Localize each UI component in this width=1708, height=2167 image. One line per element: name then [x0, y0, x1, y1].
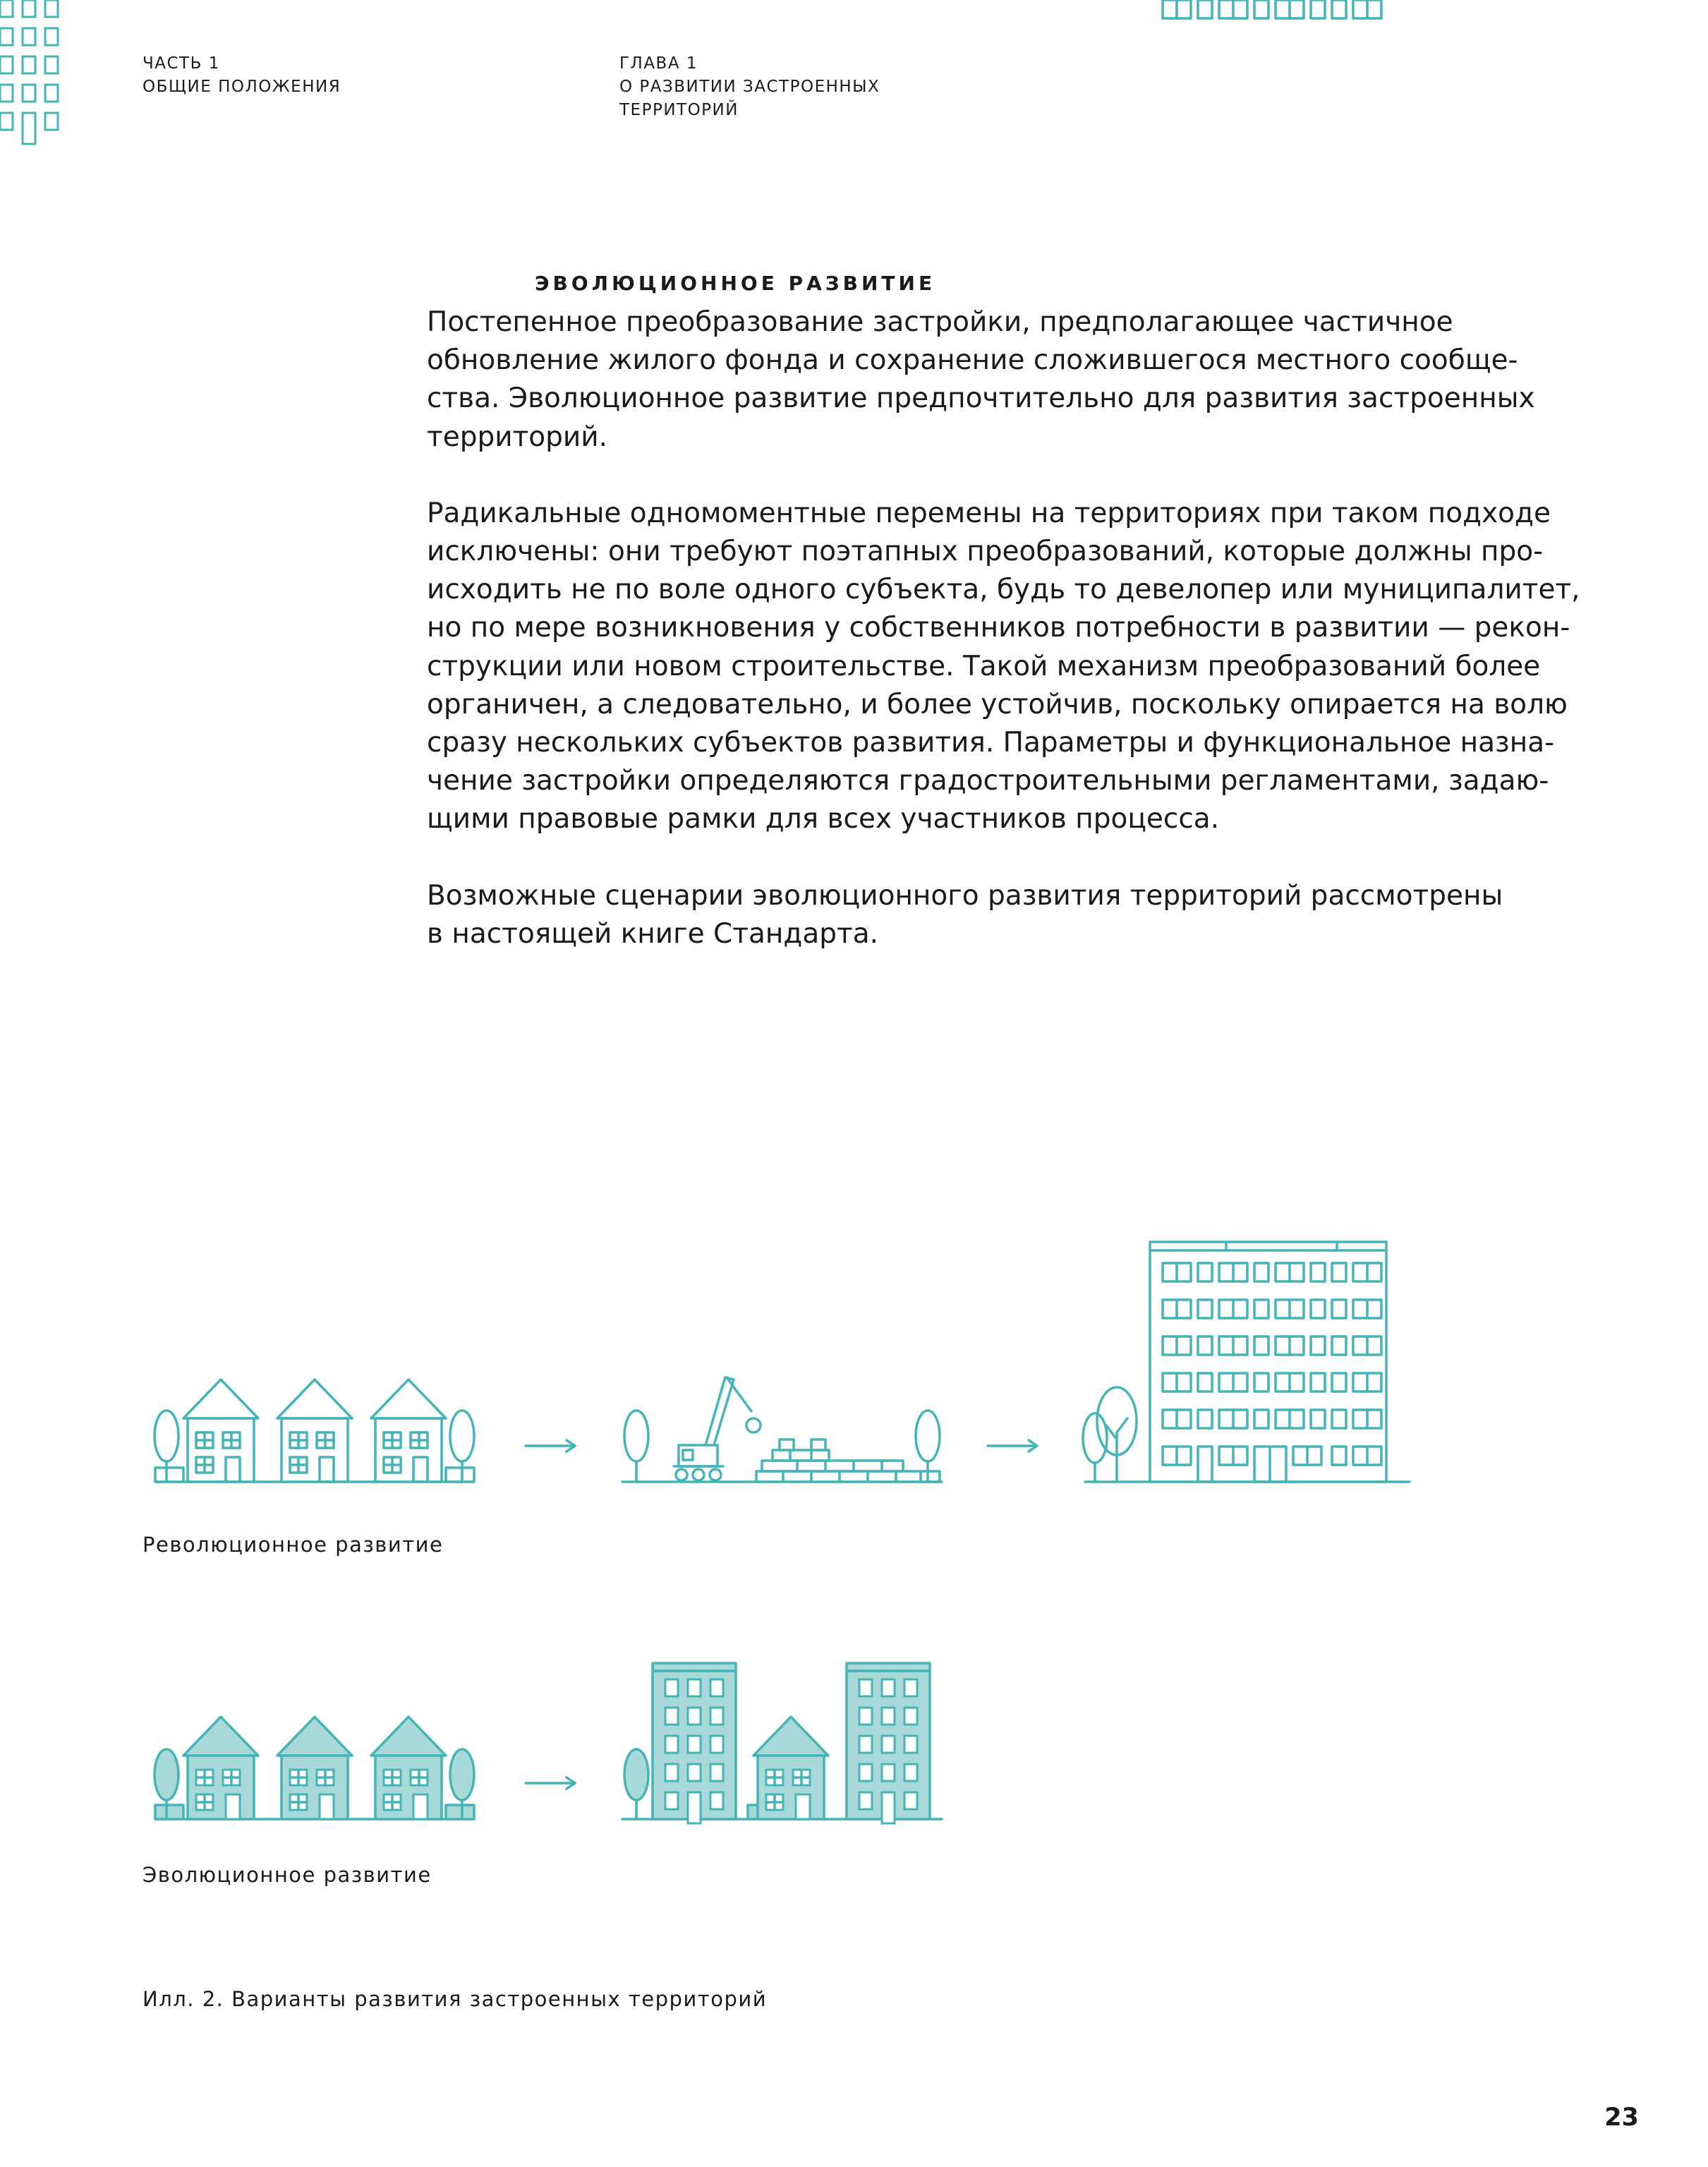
text-line: исключены: они требуют поэтапных преобразований, которые должны про-	[427, 536, 1544, 568]
text-line: сразу нескольких субъектов развития. Параметры и функциональное назна-	[427, 727, 1555, 759]
text-line: ства. Эволюционное развитие предпочтительно для развития застроенных	[427, 382, 1535, 415]
text-line: территорий.	[427, 421, 607, 453]
text-line: обновление жилого фонда и сохранение сложившегося местного сообще-	[427, 344, 1518, 377]
revolutionary-existing-houses	[155, 1380, 474, 1482]
text-line: струкции или новом строительстве. Такой механизм преобразований более	[427, 650, 1541, 682]
text-line: но по мере возникновения у собственников потребности в развитии — рекон-	[427, 612, 1570, 644]
chapter-title-line2: ТЕРРИТОРИЙ	[619, 101, 739, 119]
part-title: ОБЩИЕ ПОЛОЖЕНИЯ	[143, 78, 341, 96]
text-line: Возможные сценарии эволюционного развития территорий рассмотрены	[427, 879, 1503, 912]
text-line: Радикальные одномоментные перемены на территориях при таком подходе	[427, 497, 1551, 529]
chapter-number: ГЛАВА 1	[619, 54, 698, 73]
text-line: исходить не по воле одного субъекта, будь то девелопер или муниципалитет,	[427, 574, 1580, 606]
part-number: ЧАСТЬ 1	[143, 54, 220, 73]
demolition-construction-site	[622, 1377, 942, 1482]
evolutionary-existing-houses	[155, 1717, 474, 1819]
page-number: 23	[1604, 2103, 1639, 2132]
evolutionary-caption: Эволюционное развитие	[143, 1863, 432, 1887]
text-line: щими правовые рамки для всех участников процесса.	[427, 803, 1220, 835]
evolutionary-mixed-buildings	[0, 0, 942, 1823]
arrow-icon	[526, 1440, 575, 1451]
revolutionary-tower-block	[1083, 0, 1410, 1482]
arrow-icon	[526, 1777, 575, 1789]
text-line: в настоящей книге Стандарта.	[427, 917, 878, 950]
text-line: Постепенное преобразование застройки, предполагающее частичное	[427, 306, 1453, 338]
section-title: ЭВОЛЮЦИОННОЕ РАЗВИТИЕ	[535, 272, 936, 295]
chapter-title-line1: О РАЗВИТИИ ЗАСТРОЕННЫХ	[619, 78, 880, 96]
figure-caption: Илл. 2. Варианты развития застроенных территорий	[143, 1987, 768, 2011]
revolutionary-caption: Революционное развитие	[143, 1533, 444, 1557]
arrow-icon	[988, 1440, 1037, 1451]
text-line: чение застройки определяются градостроительными регламентами, задаю-	[427, 765, 1549, 797]
text-line: органичен, а следовательно, и более устойчив, поскольку опирается на волю	[427, 688, 1568, 720]
